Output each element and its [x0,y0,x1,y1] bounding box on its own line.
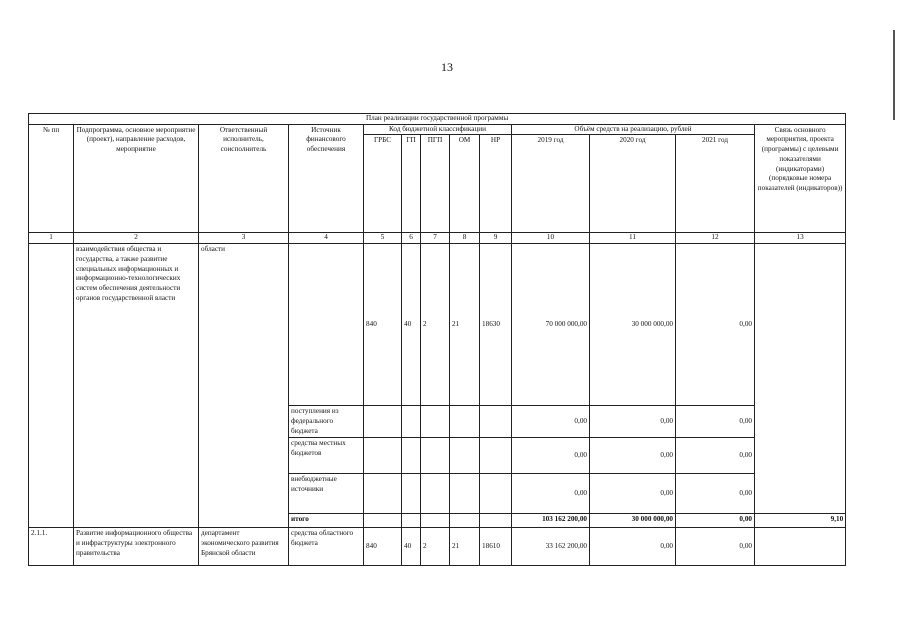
cell-2019: 0,00 [512,474,590,514]
cell-pgp: 2 [421,528,450,566]
cell-2019: 70 000 000,00 [512,244,590,406]
col-number: 5 [364,233,402,244]
col-number: 9 [480,233,512,244]
cell-2019: 33 162 200,00 [512,528,590,566]
cell-gp: 40 [402,528,421,566]
col-number: 8 [450,233,480,244]
header-gp: ГП [402,135,421,233]
cell-2020: 0,00 [590,474,676,514]
cell-pgp: 2 [421,244,450,406]
cell-grbs: 840 [364,528,402,566]
cell-2019: 103 162 200,00 [512,514,590,528]
cell-executor: департамент экономического развития Брянской области [199,528,289,566]
program-plan-table [28,113,846,566]
column-number-row [29,233,846,244]
cell-num [29,244,74,528]
col-number: 1 [29,233,74,244]
scan-edge-line [893,30,895,120]
col-number: 10 [512,233,590,244]
cell-num: 2.1.1. [29,528,74,566]
cell-np: 18610 [480,528,512,566]
header-2019: 2019 год [512,135,590,233]
cell-source: средства областного бюджета [289,528,364,566]
cell-source: внебюджетные источники [289,474,364,514]
cell-2021: 0,00 [676,438,755,474]
cell-source: поступления из федерального бюджета [289,406,364,438]
table-row [29,244,846,406]
title-row [29,114,846,125]
header-grbs: ГРБС [364,135,402,233]
cell-2019: 0,00 [512,406,590,438]
col-number: 12 [676,233,755,244]
cell-source [289,244,364,406]
cell-source: итого [289,514,364,528]
cell-link [755,528,846,566]
col-number: 2 [74,233,199,244]
cell-subprogram: Развитие информационного общества и инфраструктуры электронного правительства [74,528,199,566]
table-title: План реализации государственной программы [29,114,846,125]
cell-2020: 0,00 [590,528,676,566]
header-source: Источник финансового обеспечения [289,124,364,233]
col-number: 6 [402,233,421,244]
col-number: 11 [590,233,676,244]
col-number: 7 [421,233,450,244]
header-executor: Ответственный исполнитель, соисполнитель [199,124,289,233]
header-om: ОМ [450,135,480,233]
page-number: 13 [441,60,453,74]
cell-2021: 0,00 [676,406,755,438]
cell-2019: 0,00 [512,438,590,474]
cell-link: 9,10 [755,514,846,528]
cell-gp: 40 [402,244,421,406]
cell-2021: 0,00 [676,514,755,528]
header-2020: 2020 год [590,135,676,233]
cell-om: 21 [450,528,480,566]
cell-om: 21 [450,244,480,406]
cell-2021: 0,00 [676,528,755,566]
cell-2020: 30 000 000,00 [590,244,676,406]
cell-2020: 0,00 [590,438,676,474]
cell-grbs: 840 [364,244,402,406]
header-row-1 [29,124,846,135]
cell-subprogram: взаимодействия общества и государства, а также развитие специальных информационных и информационно-технологических систем обеспечения деятельности органов государственной власти [74,244,199,528]
table-row [29,528,846,566]
cell-source: средства местных бюджетов [289,438,364,474]
header-np: НР [480,135,512,233]
cell-2020: 30 000 000,00 [590,514,676,528]
cell-2020: 0,00 [590,406,676,438]
header-link: Связь основного мероприятия, проекта (программы) с целевыми показателями (индикаторами) (порядковые номера показателей (индикаторов)) [755,124,846,233]
cell-executor: области [199,244,289,528]
cell-2021: 0,00 [676,474,755,514]
header-budget-class: Код бюджетной классификации [364,124,512,135]
header-subprogram: Подпрограмма, основное мероприятие (проект), направление расходов, мероприятие [74,124,199,233]
cell-np: 18630 [480,244,512,406]
header-num: № пп [29,124,74,233]
header-pgp: ПГП [421,135,450,233]
header-2021: 2021 год [676,135,755,233]
header-amount: Объём средств на реализацию, рублей [512,124,755,135]
cell-link [755,244,846,514]
col-number: 13 [755,233,846,244]
cell-2021: 0,00 [676,244,755,406]
col-number: 3 [199,233,289,244]
col-number: 4 [289,233,364,244]
